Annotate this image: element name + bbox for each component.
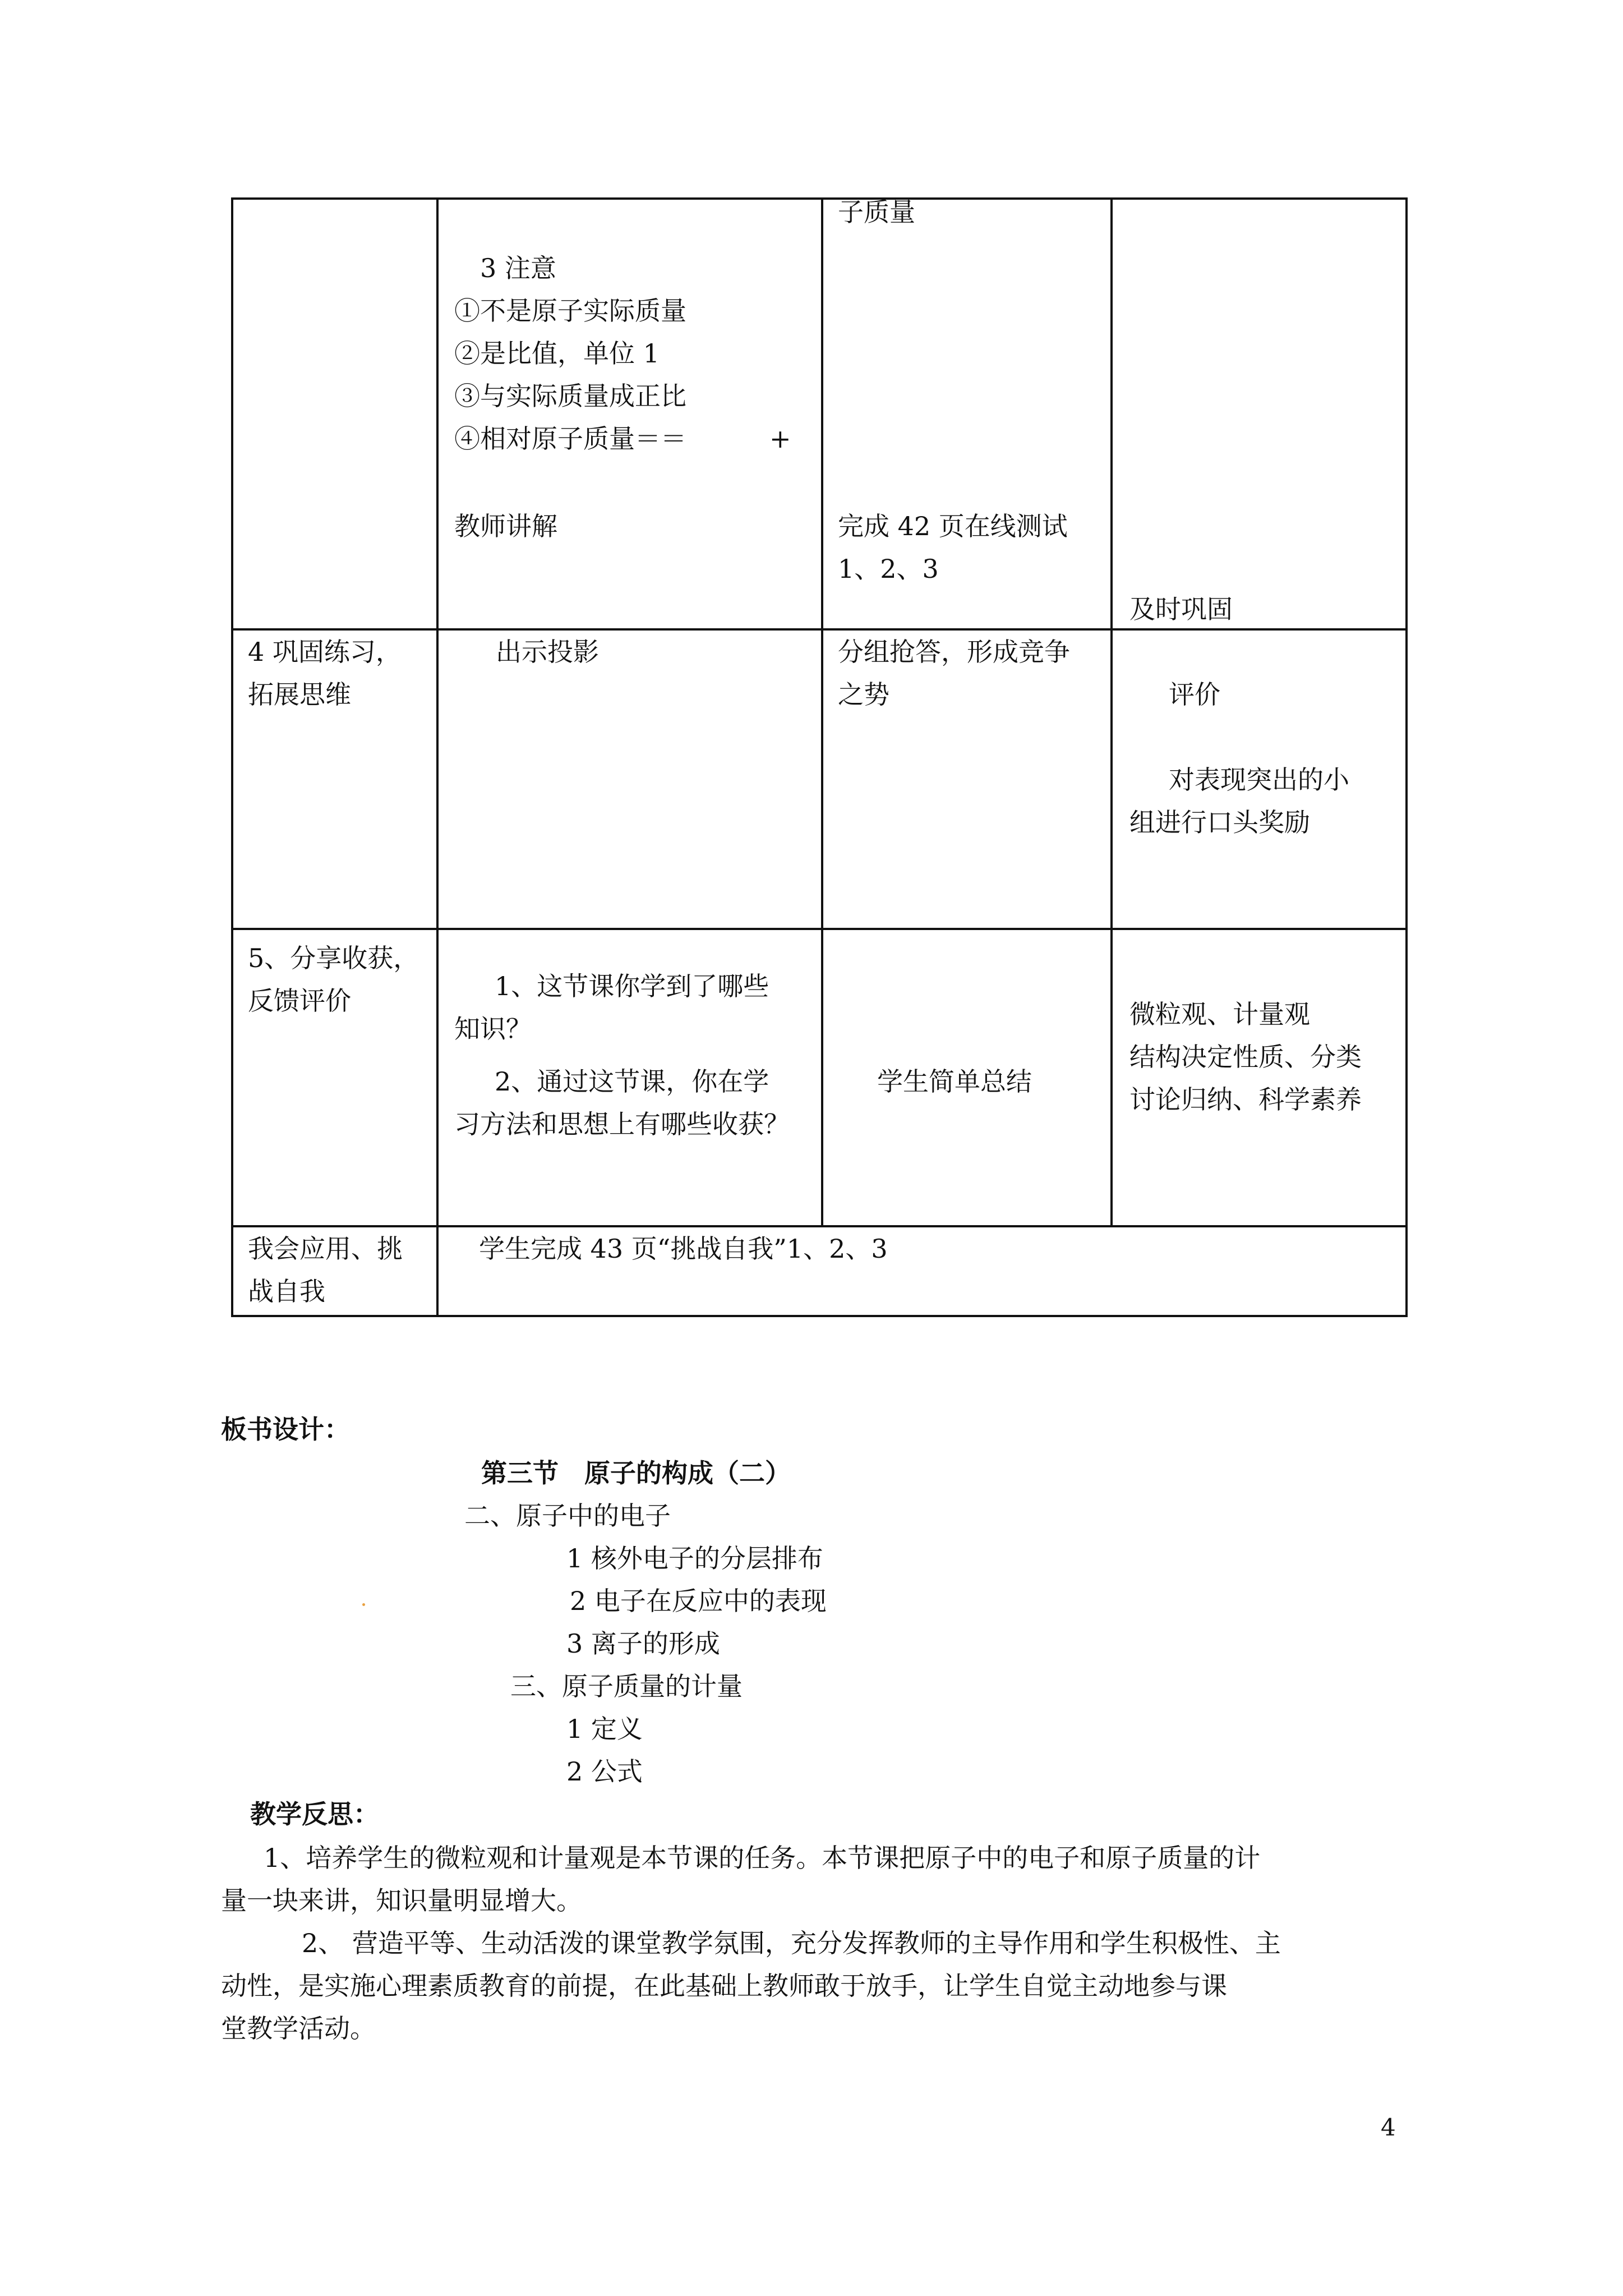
page-number: 4: [1381, 2114, 1396, 2141]
reflection-line: 堂教学活动。: [221, 2013, 376, 2044]
cell-line: 教师讲解: [454, 511, 557, 541]
cell-line: 战自我: [248, 1276, 325, 1306]
table-row: [232, 1226, 1407, 1316]
cell-line: 完成 42 页在线测试: [838, 511, 1068, 541]
table-row: [232, 199, 1407, 629]
reflection-line: 2、 营造平等、生动活泼的课堂教学氛围，充分发挥教师的主导作用和学生积极性、主: [302, 1928, 1281, 1958]
cell-line: 分组抢答，形成竞争: [838, 637, 1070, 667]
cell-line: ①不是原子实际质量: [454, 296, 686, 326]
board-line: 3 离子的形成: [566, 1628, 720, 1659]
stray-dot: [362, 1603, 365, 1606]
board-line: 二、原子中的电子: [464, 1501, 671, 1531]
cell-line: 拓展思维: [248, 679, 351, 710]
cell-line: 微粒观、计量观: [1129, 999, 1310, 1029]
cell-line: 我会应用、挑: [248, 1234, 403, 1264]
board-line: 2 公式: [566, 1756, 643, 1787]
cell-line: 及时巩固: [1129, 594, 1233, 624]
cell-line: 3 注意: [480, 253, 556, 283]
cell-line: 5、分享收获，: [248, 943, 419, 973]
board-line: 1 核外电子的分层排布: [566, 1543, 823, 1573]
cell-line: 组进行口头奖励: [1129, 807, 1310, 838]
cell-line: 出示投影: [496, 637, 599, 667]
board-line: 三、原子质量的计量: [510, 1671, 743, 1701]
table-cell: [437, 1226, 1407, 1316]
table-cell: [1112, 629, 1407, 929]
table-cell: [822, 199, 1112, 629]
table-cell: [437, 199, 822, 629]
cell-line: ②是比值，单位 1: [454, 338, 660, 369]
cell-line: 对表现突出的小: [1169, 765, 1349, 795]
cell-line: 知识？: [454, 1014, 532, 1044]
cell-line: 习方法和思想上有哪些收获？: [454, 1109, 790, 1139]
table-cell: [232, 929, 437, 1226]
cell-line: 评价: [1169, 679, 1220, 710]
cell-line: 之势: [838, 679, 889, 710]
table-cell: [437, 929, 822, 1226]
cell-line: 子质量: [838, 197, 915, 227]
table-cell: [1112, 199, 1407, 629]
cell-line: 学生简单总结: [877, 1066, 1032, 1097]
reflection-heading: 教学反思：: [250, 1799, 379, 1829]
cell-line: 学生完成 43 页“挑战自我”1、2、3: [479, 1234, 888, 1264]
table-cell: [232, 629, 437, 929]
table-cell: [232, 1226, 437, 1316]
cell-line: ③与实际质量成正比: [454, 381, 686, 411]
board-heading: 板书设计：: [221, 1414, 350, 1444]
reflection-line: 量一块来讲，知识量明显增大。: [221, 1885, 582, 1916]
cell-line: ④相对原子质量＝＝: [454, 424, 686, 454]
cell-line: 2、通过这节课，你在学: [495, 1066, 769, 1097]
board-title: 第三节 原子的构成（二）: [481, 1458, 791, 1488]
cell-line: 反馈评价: [248, 986, 351, 1016]
reflection-line: 1、培养学生的微粒观和计量观是本节课的任务。本节课把原子中的电子和原子质量的计: [264, 1843, 1261, 1873]
cell-line: 1、这节课你学到了哪些: [495, 971, 769, 1001]
table-cell: [1112, 929, 1407, 1226]
lesson-table: [231, 197, 1408, 1317]
cell-line: 讨论归纳、科学素养: [1129, 1084, 1362, 1115]
table-row: [232, 929, 1407, 1226]
cell-line: 结构决定性质、分类: [1129, 1042, 1362, 1072]
table-row: [232, 629, 1407, 929]
table-cell: [232, 199, 437, 629]
cell-line: 1、2、3: [838, 554, 939, 584]
board-line: 1 定义: [566, 1714, 643, 1744]
plus-sign: +: [769, 424, 791, 454]
reflection-line: 动性，是实施心理素质教育的前提，在此基础上教师敢于放手，让学生自觉主动地参与课: [221, 1971, 1227, 2001]
cell-line: 4 巩固练习，: [248, 637, 402, 667]
table-cell: [437, 629, 822, 929]
board-line: 2 电子在反应中的表现: [570, 1586, 827, 1616]
table-cell: [822, 629, 1112, 929]
table-cell: [822, 929, 1112, 1226]
